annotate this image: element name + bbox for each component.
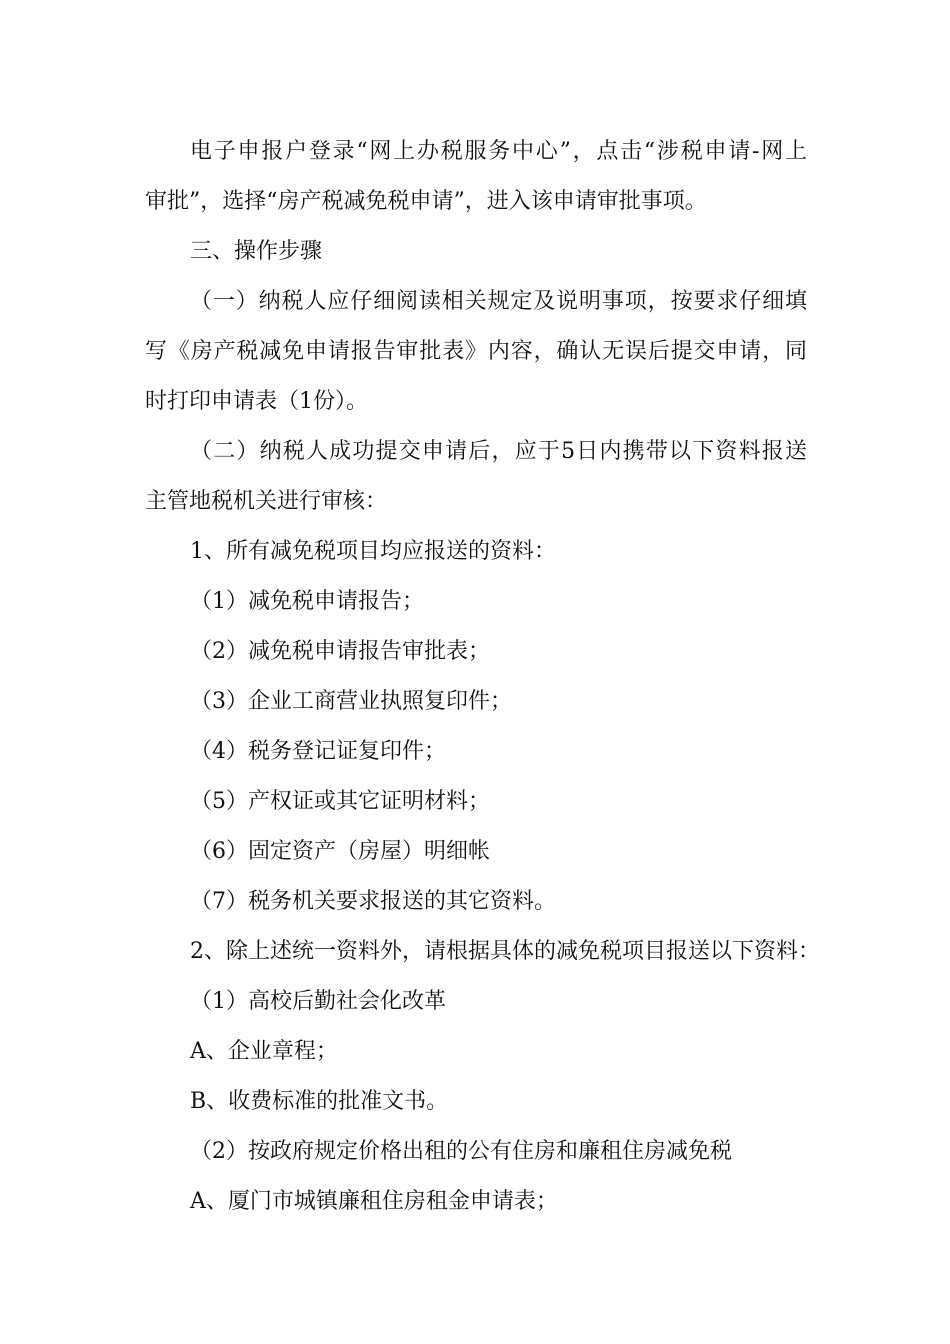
paragraph-line-6: 时打印申请表（1份）。 bbox=[145, 389, 368, 414]
sub-item-1a: A、企业章程； bbox=[190, 1039, 338, 1064]
paragraph-line-1: 电子申报户登录“网上办税服务中心”，点击“涉税申请-网上 bbox=[190, 139, 807, 164]
list-item-5: （5）产权证或其它证明材料； bbox=[190, 789, 490, 814]
list-item-1: （1）减免税申请报告； bbox=[190, 589, 424, 614]
sub-item-1: （1）高校后勤社会化改革 bbox=[190, 989, 446, 1014]
sub-item-2a: A、厦门市城镇廉租住房租金申请表； bbox=[190, 1189, 558, 1214]
list-heading-1: 1、所有减免税项目均应报送的资料： bbox=[190, 539, 556, 564]
list-item-6: （6）固定资产（房屋）明细帐 bbox=[190, 839, 490, 864]
sub-item-1b: B、收费标准的批准文书。 bbox=[190, 1089, 449, 1114]
sub-item-2: （2）按政府规定价格出租的公有住房和廉租住房减免税 bbox=[190, 1139, 732, 1164]
paragraph-line-2: 审批”，选择“房产税减免税申请”，进入该申请审批事项。 bbox=[145, 189, 707, 214]
paragraph-line-8: 主管地税机关进行审核： bbox=[145, 489, 388, 514]
list-item-2: （2）减免税申请报告审批表； bbox=[190, 639, 490, 664]
list-item-7: （7）税务机关要求报送的其它资料。 bbox=[190, 889, 556, 914]
section-heading: 三、操作步骤 bbox=[190, 239, 323, 264]
paragraph-line-4: （一）纳税人应仔细阅读相关规定及说明事项，按要求仔细填 bbox=[190, 289, 807, 314]
list-heading-2: 2、除上述统一资料外，请根据具体的减免税项目报送以下资料： bbox=[190, 939, 820, 964]
paragraph-line-5: 写《房产税减免申请报告审批表》内容，确认无误后提交申请，同 bbox=[145, 339, 807, 364]
list-item-4: （4）税务登记证复印件； bbox=[190, 739, 446, 764]
paragraph-line-7: （二）纳税人成功提交申请后，应于5日内携带以下资料报送 bbox=[190, 439, 807, 464]
list-item-3: （3）企业工商营业执照复印件； bbox=[190, 689, 512, 714]
